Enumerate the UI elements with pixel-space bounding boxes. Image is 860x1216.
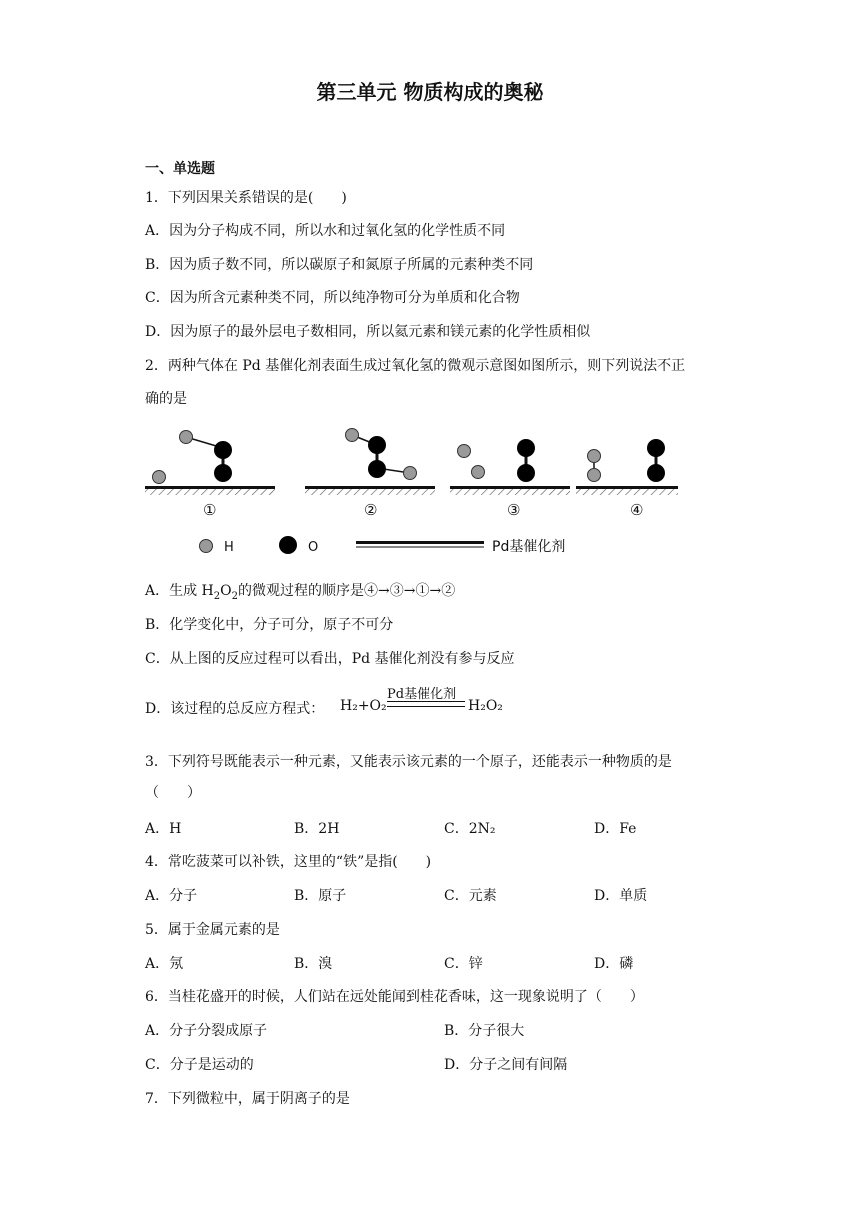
question-3-option-d: D．Fe — [594, 821, 637, 837]
step-label-4: ④ — [630, 501, 644, 519]
question-4-option-b: B．原子 — [294, 888, 347, 904]
question-2-stem: 2．两种气体在 Pd 基催化剂表面生成过氧化氢的微观示意图如图所示，则下列说法不正 — [145, 358, 686, 374]
hydrogen-atom — [588, 450, 601, 463]
question-4-option-d: D．单质 — [594, 888, 648, 904]
question-2-option-d: D．该过程的总反应方程式： — [145, 701, 325, 717]
legend-oxygen-label: O — [308, 540, 319, 555]
question-6-stem: 6．当桂花盛开的时候，人们站在远处能闻到桂花香味，这一现象说明了（ ） — [145, 989, 644, 1005]
equation-product: H₂O₂ — [468, 698, 503, 714]
step-label-3: ③ — [507, 501, 521, 519]
diagram-legend — [200, 536, 566, 555]
question-2-option-b: B．化学变化中，分子可分，原子不可分 — [145, 617, 394, 633]
question-5-option-d: D．磷 — [594, 956, 634, 972]
option-a-text: A．生成 H — [145, 583, 214, 599]
catalyst-reaction-diagram — [140, 420, 700, 560]
question-5-option-a: A．氖 — [145, 956, 184, 972]
legend-hydrogen-symbol — [200, 540, 213, 553]
oxygen-atom — [368, 436, 386, 454]
question-4-option-c: C．元素 — [444, 888, 497, 904]
question-6-option-c: C．分子是运动的 — [145, 1057, 254, 1073]
diagram-panel-2 — [305, 429, 435, 520]
question-5-option-b: B．溴 — [294, 956, 333, 972]
legend-catalyst-label: Pd基催化剂 — [492, 539, 566, 555]
legend-catalyst-symbol — [356, 541, 484, 544]
hydrogen-atom — [180, 431, 193, 444]
oxygen-atom — [368, 460, 386, 478]
question-5-stem: 5．属于金属元素的是 — [145, 922, 280, 938]
hydrogen-atom — [588, 469, 601, 482]
diagram-panel-3 — [450, 439, 570, 519]
question-3-stem-cont: （ ） — [145, 785, 201, 801]
question-3-option-b: B．2H — [294, 821, 340, 837]
legend-oxygen-symbol — [279, 536, 297, 554]
question-3-stem: 3．下列符号既能表示一种元素，又能表示该元素的一个原子，还能表示一种物质的是 — [145, 754, 672, 770]
question-2-option-c: C．从上图的反应过程可以看出，Pd 基催化剂没有参与反应 — [145, 651, 515, 667]
hydrogen-atom — [404, 467, 417, 480]
question-6-option-a: A．分子分裂成原子 — [145, 1023, 268, 1039]
oxygen-atom — [214, 464, 232, 482]
question-2-option-a: A．生成 $H_2O_2$的微观过程的顺序是④→③→①→② — [145, 583, 456, 602]
hydrogen-atom — [458, 445, 471, 458]
oxygen-atom — [647, 439, 665, 457]
question-1-option-b: B．因为质子数不同，所以碳原子和氮原子所属的元素种类不同 — [145, 257, 534, 273]
question-4-stem: 4．常吃菠菜可以补铁，这里的“铁”是指( ) — [145, 854, 432, 870]
diagram-panel-4 — [576, 439, 678, 519]
option-a-text-rest: 的微观过程的顺序是④→③→①→② — [238, 583, 456, 599]
step-label-1: ① — [203, 501, 217, 519]
question-1-option-d: D．因为原子的最外层电子数相同，所以氦元素和镁元素的化学性质相似 — [145, 324, 591, 340]
oxygen-atom — [214, 441, 232, 459]
section-heading: 一、单选题 — [145, 161, 215, 177]
legend-hydrogen-label: H — [224, 540, 234, 555]
equation-condition: Pd基催化剂 — [387, 687, 457, 702]
question-3-option-c: C．2N₂ — [444, 821, 496, 837]
equation-arrow — [387, 701, 465, 707]
question-1-option-c: C．因为所含元素种类不同，所以纯净物可分为单质和化合物 — [145, 290, 520, 306]
question-2-stem-cont: 确的是 — [145, 391, 187, 407]
oxygen-atom — [517, 439, 535, 457]
question-7-stem: 7．下列微粒中，属于阴离子的是 — [145, 1091, 350, 1107]
question-6-option-b: B．分子很大 — [444, 1023, 525, 1039]
question-3-option-a: A．H — [145, 821, 182, 837]
question-1-stem: 1．下列因果关系错误的是( ) — [145, 190, 347, 206]
oxygen-atom — [517, 464, 535, 482]
diagram-panel-1 — [145, 431, 275, 520]
equation-reactants: H₂+O₂ — [340, 698, 387, 714]
hydrogen-atom — [153, 471, 166, 484]
hydrogen-atom — [472, 466, 485, 479]
question-5-option-c: C．锌 — [444, 956, 483, 972]
question-1-option-a: A．因为分子构成不同，所以水和过氧化氢的化学性质不同 — [145, 223, 506, 239]
question-6-option-d: D．分子之间有间隔 — [444, 1057, 568, 1073]
step-label-2: ② — [364, 501, 378, 519]
hydrogen-atom — [346, 429, 359, 442]
page-title: 第三单元 物质构成的奥秘 — [316, 80, 544, 104]
oxygen-atom — [647, 464, 665, 482]
question-4-option-a: A．分子 — [145, 888, 198, 904]
